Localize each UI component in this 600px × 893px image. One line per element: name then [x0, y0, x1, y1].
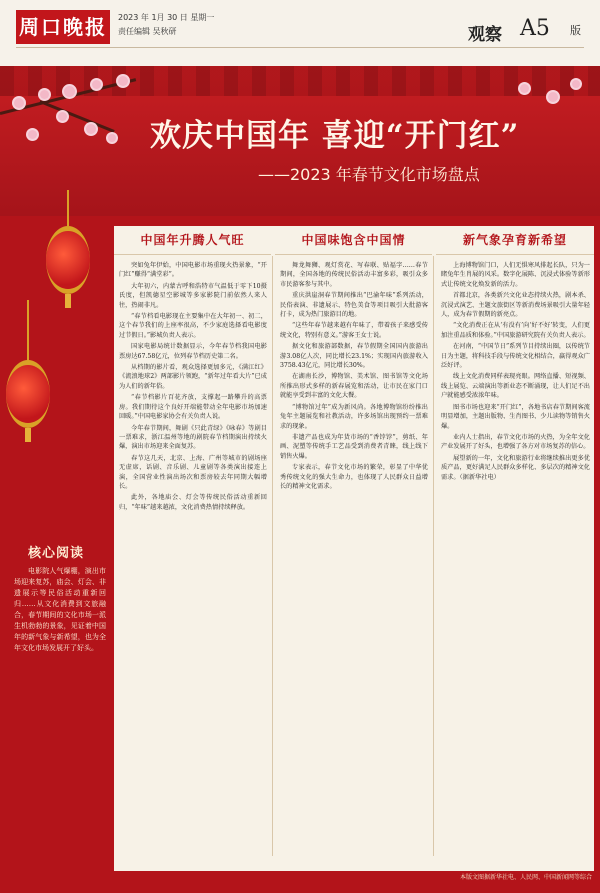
edition-label: 版	[570, 24, 581, 37]
newspaper-logo: 周口晚报	[16, 10, 110, 44]
paragraph: 上海博物馆门口，人们无惧寒风排起长队，只为一睹兔年生肖展的风采。数字化展陈、沉浸式体验等新形式让传统文化焕发新的活力。	[441, 262, 590, 288]
column-title: 中国味饱含中国情	[275, 226, 432, 255]
paragraph: 春节这几天，北京、上海、广州等城市的剧场座无虚席，话剧、音乐剧、儿童剧等各类演出接连上演，全国营业性演出场次和票房较去年同期大幅增长。	[119, 454, 267, 490]
article-body	[114, 226, 594, 871]
column-text	[114, 255, 271, 512]
paragraph: 业内人士指出，春节文化市场的火热，为全年文化产业发展开了好头，也增强了各方对市场复苏的信心。	[441, 433, 590, 451]
paragraph: 专家表示，春节文化市场的繁荣，彰显了中华优秀传统文化的强大生命力，也体现了人民群众日益增长的精神文化需求。	[280, 464, 428, 490]
paragraph: 突如兔年伊始，中国电影市场重现火热景象，“开门红”赚得“满堂彩”。	[119, 262, 267, 279]
paragraph: “春节档看电影现在主要集中在大年初一、初二，这个春节我们的上座率很高，不少家庭选择看电影度过节假日。”影城负责人表示。	[119, 313, 267, 339]
paragraph: 舞龙舞狮、观灯赏花、写春联、贴福字……春节期间，全国各地的传统民俗活动丰富多彩，吸引众多市民游客参与其中。	[280, 262, 428, 288]
masthead-divider	[16, 47, 584, 48]
paragraph: 今年春节期间，舞剧《只此青绿》《咏春》等剧目一票难求，浙江温州等地的剧院春节档期演出持续火爆，演出市场迎来全面复苏。	[119, 424, 267, 451]
paragraph: 此外，各地庙会、灯会等传统民俗活动重新回归，“年味”越来越浓，文化消费热情持续释放。	[119, 494, 267, 511]
feature-subheadline: ——2023 年春节文化市场盘点	[258, 165, 480, 184]
paragraph: 图书市场也迎来“开门红”，各地书店春节期间客流明显增加，主题出版物、生肖图书、少儿读物等销售火爆。	[441, 403, 590, 430]
paragraph: “博物馆过年”成为新风尚。各地博物馆纷纷推出兔年主题展览和社教活动，许多场馆出现预约一票难求的现象。	[280, 403, 428, 430]
paragraph: 据文化和旅游部数据，春节假期全国国内旅游出游3.08亿人次，同比增长23.1%；实现国内旅游收入3758.43亿元，同比增长30%。	[280, 343, 428, 370]
feature-headline: 欢庆中国年 喜迎“开门红”	[150, 118, 520, 154]
column-divider	[433, 256, 434, 856]
page-number: A5	[520, 16, 550, 41]
sidebar-summary: 电影院人气爆棚，演出市场迎来复苏，庙会、灯会、非遗展示等民俗活动重新回归……从文化消费到文旅融合，春节期间的文化市场一派生机勃勃的景象，见证着中国年的新气象与新希望，也为全年文化市场发展开了好头。	[14, 567, 106, 652]
column-text	[436, 255, 594, 482]
paragraph: 大年初六，内蒙古呼和浩特市气温低于零下10摄氏度，但凯德星空影城等多家影院门前依然人来人往，热闹非凡。	[119, 282, 267, 309]
paragraph: 在河南，“中国节日”系列节目持续出圈，以传统节日为主题，将科技手段与传统文化相结合，赢得观众广泛好评。	[441, 343, 590, 370]
paragraph: 展望新的一年，文化和旅游行业将继续推出更多优质产品，更好满足人民群众多样化、多层次的精神文化需求。（据新华社电）	[441, 454, 590, 481]
article-column-1	[114, 226, 271, 871]
paragraph: 线上文化消费同样表现亮眼。网络直播、短视频、线上展览、云端演出等新业态不断涌现，让人们足不出户就能感受浓浓年味。	[441, 373, 590, 400]
paragraph: “春节档影片百花齐放，支撑起一路攀升的高票房。我们期待这个良好开端能带动全年电影市场加速回暖。”中国电影家协会有关负责人说。	[119, 394, 267, 421]
masthead	[0, 0, 600, 68]
column-title: 新气象孕育新希望	[436, 226, 594, 255]
paragraph: 从档期的影片看，观众选择更加多元，《满江红》《流浪地球2》两部影片领跑，“新年过年看大片”已成为人们的新年俗。	[119, 364, 267, 390]
article-column-2	[275, 226, 432, 871]
column-text	[275, 255, 432, 491]
paragraph: “文化消费正在从‘有没有’向‘好不好’转变，人们更加注重品质和体验。”中国旅游研究院有关负责人表示。	[441, 322, 590, 339]
paragraph: 非遗产品也成为年货市场的“香饽饽”，剪纸、年画、泥塑等传统手工艺品受到消费者青睐，线上线下销售火爆。	[280, 433, 428, 460]
paragraph: “这些年春节越来越有年味了，带着孩子来感受传统文化，特别有意义。”游客王女士说。	[280, 322, 428, 339]
paragraph: 在湖南长沙，博物馆、美术馆、图书馆等文化场所推出形式多样的新春展览和活动，让市民在家门口就能享受到丰富的文化大餐。	[280, 373, 428, 400]
sidebar-title: 核心阅读	[28, 546, 85, 561]
column-title: 中国年升腾人气旺	[114, 226, 271, 255]
paragraph: 首都北京，各类新兴文化业态持续火热，剧本杀、沉浸式演艺、主题文旅街区等新消费场景吸引大量年轻人，成为春节假期的新亮点。	[441, 292, 590, 319]
source-note: 本版文图据新华社电、人民网、中国新闻网等综合	[459, 874, 592, 881]
paragraph: 重庆洪崖洞春节期间推出“巴渝年味”系列活动，民俗表演、非遗展示、特色美食等项目吸引大批游客打卡，成为热门旅游目的地。	[280, 292, 428, 319]
column-divider	[272, 256, 273, 856]
responsible-editor: 责任编辑 吴秋研	[118, 27, 177, 36]
article-column-3	[436, 226, 594, 871]
issue-date: 2023 年 1月 30 日 星期一	[118, 13, 215, 22]
section-name: 观察	[468, 25, 502, 45]
paragraph: 国家电影局统计数据显示，今年春节档我国电影票房达67.58亿元，位列春节档历史第二名。	[119, 343, 267, 360]
